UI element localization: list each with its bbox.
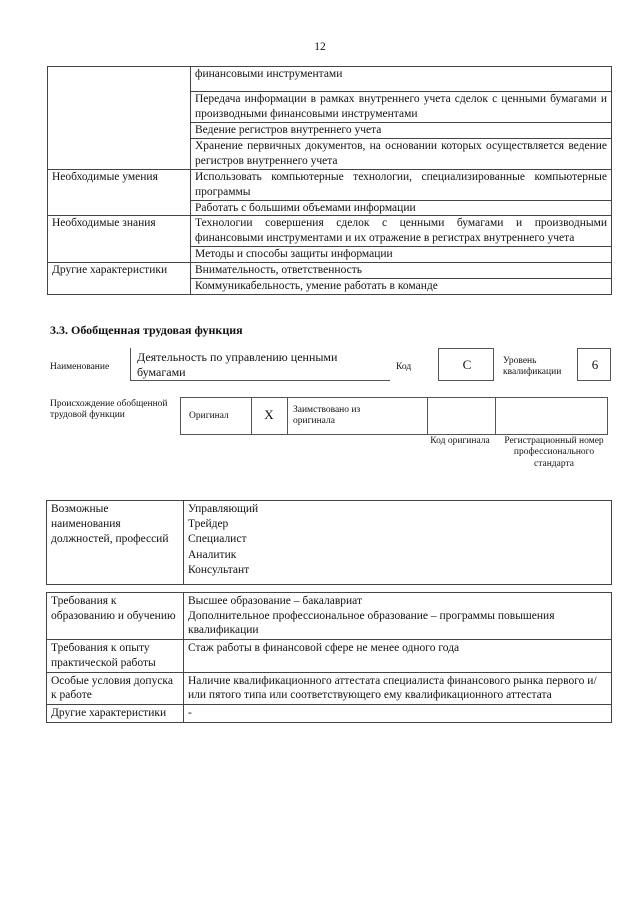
table-row [47,672,612,704]
row-label [48,67,191,170]
table-row [47,705,612,723]
reg-caption: Регистрационный номер профессионального стандарта [504,436,604,469]
name-label: Наименование [50,362,110,372]
table-cell: Методы и способы защиты информации [191,247,612,263]
row-label: Необходимые знания [48,216,191,263]
table-cell: Ведение регистров внутреннего учета [191,122,612,138]
borrowed-label: Заимствовано из оригинала [293,405,361,427]
table-cell: Коммуникабельность, умение работать в команде [191,279,612,295]
row-label: Требования к опыту практической работы [47,640,184,672]
list-item: Управляющий [188,503,259,515]
table-cell: Технологии совершения сделок с ценными бумагами и производными финансовыми инструментами и их отражение в регистрах внутреннего учета [191,216,612,247]
original-mark: Х [264,407,274,422]
row-label: Особые условия допуска к работе [47,672,184,704]
positions-table [46,500,612,585]
origin-box [180,397,608,435]
borrowed-cell [287,398,428,434]
origin-label: Происхождение обобщенной трудовой функции [50,399,168,421]
table-cell: Стаж работы в финансовой сфере не менее одного года [184,640,612,672]
level-box [577,348,611,381]
row-label: Другие характеристики [47,705,184,723]
text-line: Высшее образование – бакалавриат [188,595,362,607]
row-label: Необходимые умения [48,169,191,216]
code-label: Код [396,362,412,372]
name-box [130,348,390,381]
origin-code-cell [427,398,496,434]
table-cell: - [184,705,612,723]
table-row [47,501,612,585]
labor-functions-table [47,66,612,295]
reg-number-cell [495,398,607,434]
name-value: Деятельность по управлению ценными бумагами [137,350,338,379]
table-cell [184,593,612,640]
table-row [47,593,612,640]
table-row [48,67,612,92]
table-row [48,169,612,200]
text-line: Дополнительное профессиональное образование – программы повышения квалификации [188,609,555,637]
original-mark-cell [251,398,288,434]
table-row [48,216,612,247]
list-item: Аналитик [188,548,237,561]
code-value: С [462,357,472,372]
code-caption: Код оригинала [430,436,490,446]
table-cell: Наличие квалификационного аттестата специалиста финансового рынка первого и/или пятого типа или соответствующего ему квалификационного аттестата [184,672,612,704]
positions-label: Возможные наименования должностей, профессий [47,501,184,585]
requirements-table [46,592,612,723]
table-cell: Внимательность, ответственность [191,263,612,279]
table-row [47,640,612,672]
table-cell: Работать с большими объемами информации [191,200,612,216]
list-item: Специалист [188,533,247,546]
level-label: Уровень квалификации [503,356,562,378]
table-row [48,263,612,279]
row-label: Требования к образованию и обучению [47,593,184,640]
table-cell: Использовать компьютерные технологии, специализированные компьютерные программы [191,169,612,200]
row-label: Другие характеристики [48,263,191,295]
list-item: Консультант [188,563,250,576]
positions-list [184,501,612,585]
list-item: Трейдер [188,518,229,531]
table-cell: финансовыми инструментами [191,67,612,92]
table-cell: Передача информации в рамках внутреннего учета сделок с ценными бумагами и производными финансовыми инструментами [191,91,612,122]
level-value: 6 [591,357,599,372]
original-label: Оригинал [189,411,229,421]
page-number: 12 [314,41,326,53]
table-cell: Хранение первичных документов, на основании которых осуществляется ведение регистров внутреннего учета [191,138,612,169]
code-box [438,348,494,381]
section-heading: 3.3. Обобщенная трудовая функция [50,323,243,337]
original-cell [181,398,252,434]
